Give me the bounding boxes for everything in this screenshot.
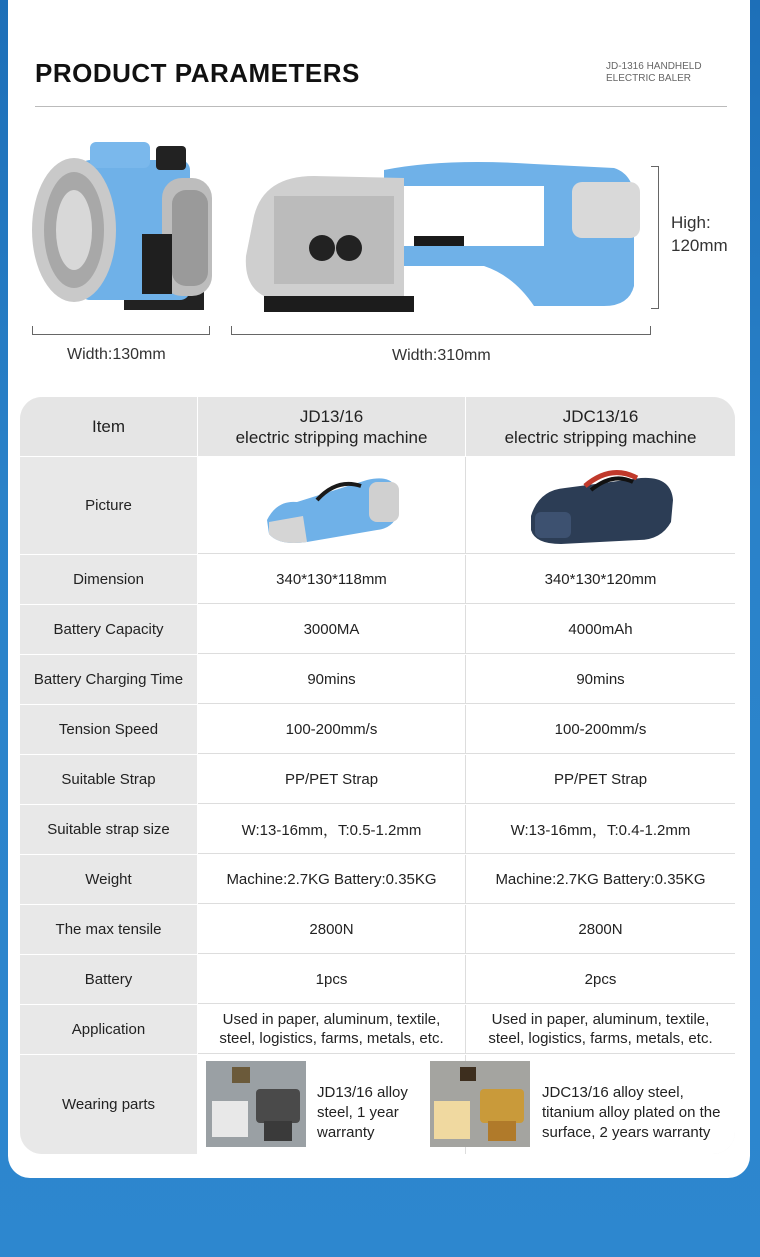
value-col-2: 100-200mm/s	[466, 705, 735, 754]
height-label-value: 120mm	[671, 236, 728, 255]
height-label-title: High:	[671, 213, 711, 232]
wearing-part-gold-image	[430, 1061, 530, 1147]
header-col-1-desc: electric stripping machine	[235, 427, 428, 447]
value-col-2: PP/PET Strap	[466, 755, 735, 804]
side-width-guide	[32, 334, 210, 335]
table-row-application	[20, 1005, 735, 1055]
row-label: Suitable strap size	[20, 805, 198, 854]
row-label: Application	[20, 1005, 198, 1054]
value-col-1: 90mins	[198, 655, 466, 704]
table-row	[20, 805, 735, 855]
value-col-1: 3000MA	[198, 605, 466, 654]
wearing-col-2	[466, 1055, 735, 1154]
table-row-wearing-parts	[20, 1055, 735, 1154]
value-col-2: W:13-16mm，T:0.4-1.2mm	[466, 805, 735, 854]
row-label: The max tensile	[20, 905, 198, 954]
wearing-part-steel-image	[206, 1061, 306, 1147]
machine-side-view-image	[32, 138, 218, 318]
application-col-1-line-2: steel, logistics, farms, metals, etc.	[219, 1030, 444, 1047]
application-col-1	[198, 1005, 466, 1054]
application-col-2	[466, 1005, 735, 1054]
value-col-2: Machine:2.7KG Battery:0.35KG	[466, 855, 735, 904]
height-guide-bottom	[651, 308, 659, 309]
side-width-guide-left	[32, 326, 33, 335]
row-label: Weight	[20, 855, 198, 904]
machine-front-view-image	[234, 156, 654, 316]
side-width-guide-right	[209, 326, 210, 335]
value-col-1: 100-200mm/s	[198, 705, 466, 754]
front-width-guide-left	[231, 326, 232, 335]
table-row	[20, 705, 735, 755]
header-col-2-desc: electric stripping machine	[504, 427, 697, 447]
picture-col-1	[198, 457, 466, 554]
table-row	[20, 655, 735, 705]
application-col-1-line-1: Used in paper, aluminum, textile,	[222, 1011, 441, 1028]
table-row	[20, 605, 735, 655]
subtitle-line-2: ELECTRIC BALER	[606, 73, 692, 84]
row-label: Tension Speed	[20, 705, 198, 754]
wearing-col-2-line-3: surface, 2 years warranty	[542, 1124, 711, 1141]
value-col-2: 2800N	[466, 905, 735, 954]
subtitle-line-1: JD-1316 HANDHELD	[606, 61, 702, 72]
table-row	[20, 855, 735, 905]
row-label: Battery	[20, 955, 198, 1004]
value-col-2: 4000mAh	[466, 605, 735, 654]
application-col-2-line-1: Used in paper, aluminum, textile,	[491, 1011, 710, 1028]
page-title: PRODUCT PARAMETERS	[35, 58, 360, 88]
row-label: Picture	[20, 457, 198, 554]
side-width-label: Width:130mm	[67, 346, 166, 363]
page-subtitle	[606, 61, 726, 85]
table-row	[20, 955, 735, 1005]
wearing-col-1-line-1: JD13/16 alloy	[317, 1084, 408, 1101]
header-col-2	[466, 397, 735, 456]
wearing-col-2-text	[542, 1083, 720, 1143]
picture-col-2	[466, 457, 735, 554]
blue-machine-image	[257, 460, 407, 550]
height-guide	[658, 166, 659, 309]
header-divider	[35, 106, 727, 107]
parameters-table	[20, 397, 735, 1154]
wearing-col-1-line-3: warranty	[317, 1124, 375, 1141]
value-col-1: W:13-16mm，T:0.5-1.2mm	[198, 805, 466, 854]
row-label: Battery Charging Time	[20, 655, 198, 704]
wearing-col-1-text	[317, 1083, 408, 1143]
header-col-2-model: JDC13/16	[562, 406, 639, 426]
value-col-1: 1pcs	[198, 955, 466, 1004]
table-row	[20, 555, 735, 605]
application-col-2-line-2: steel, logistics, farms, metals, etc.	[488, 1030, 713, 1047]
value-col-1: PP/PET Strap	[198, 755, 466, 804]
row-label: Battery Capacity	[20, 605, 198, 654]
value-col-2: 90mins	[466, 655, 735, 704]
table-row	[20, 905, 735, 955]
wearing-col-2-line-1: JDC13/16 alloy steel,	[542, 1084, 684, 1101]
table-row	[20, 755, 735, 805]
wearing-col-2-line-2: titanium alloy plated on the	[542, 1104, 721, 1121]
table-row-picture	[20, 457, 735, 555]
header-col-1-model: JD13/16	[299, 406, 364, 426]
value-col-1: 2800N	[198, 905, 466, 954]
value-col-1: 340*130*118mm	[198, 555, 466, 604]
value-col-2: 2pcs	[466, 955, 735, 1004]
front-width-guide	[231, 334, 651, 335]
row-label: Dimension	[20, 555, 198, 604]
front-width-guide-right	[650, 326, 651, 335]
row-label: Wearing parts	[20, 1055, 198, 1154]
height-guide-top	[651, 166, 659, 167]
table-header-row	[20, 397, 735, 457]
row-label: Suitable Strap	[20, 755, 198, 804]
value-col-1: Machine:2.7KG Battery:0.35KG	[198, 855, 466, 904]
navy-machine-image	[521, 460, 681, 550]
product-card	[8, 0, 750, 1178]
wearing-col-1	[198, 1055, 466, 1154]
value-col-2: 340*130*120mm	[466, 555, 735, 604]
header-item: Item	[20, 397, 198, 456]
wearing-col-1-line-2: steel, 1 year	[317, 1104, 399, 1121]
front-width-label: Width:310mm	[392, 347, 491, 364]
height-label	[671, 211, 728, 257]
header-col-1	[198, 397, 466, 456]
